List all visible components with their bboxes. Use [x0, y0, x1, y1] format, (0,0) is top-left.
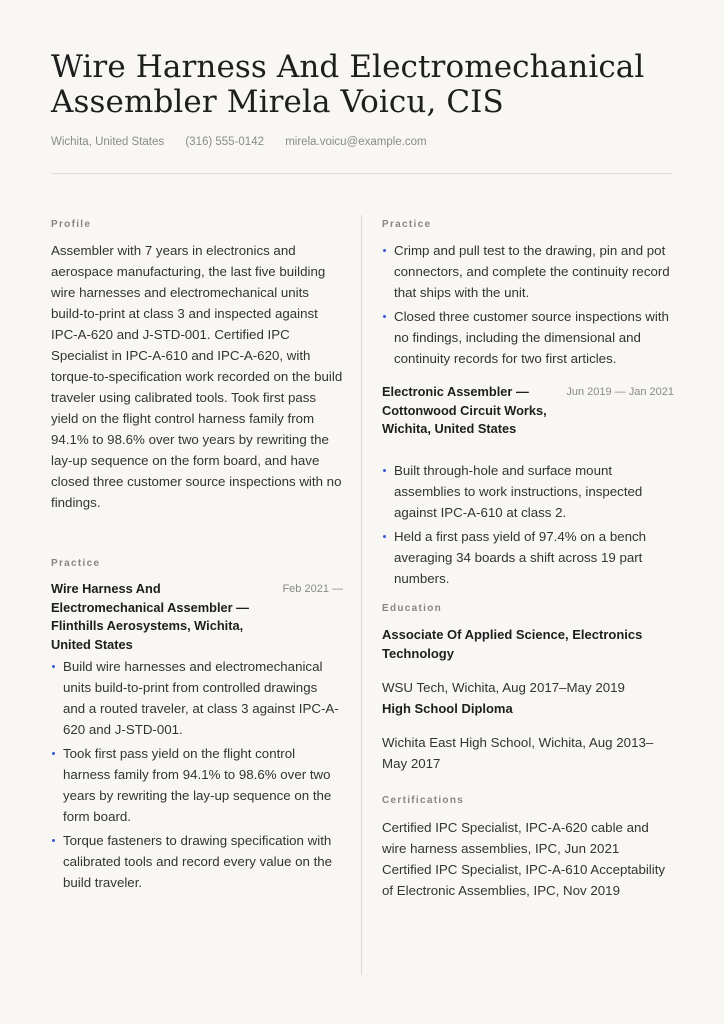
job-bullets-cottonwood — [382, 460, 674, 592]
education-detail: Wichita East High School, Wichita, Aug 2013–May 2017 — [382, 735, 654, 771]
list-item: Closed three customer source inspections with no findings, including the dimensional and continuity records for two first articles. — [382, 306, 674, 369]
contact-location: Wichita, United States — [51, 136, 165, 148]
contact-phone: (316) 555-0142 — [185, 136, 264, 148]
education-degree: Associate Of Applied Science, Electronics Technology — [382, 627, 643, 661]
list-item: Held a first pass yield of 97.4% on a bench averaging 34 boards a shift across 19 part numbers. — [382, 526, 674, 589]
resume-name-title: Wire Harness And Electromechanical Assembler Mirela Voicu, CIS — [51, 49, 645, 120]
job-date-flinthills: Feb 2021 — — [282, 583, 343, 595]
education-detail: WSU Tech, Wichita, Aug 2017–May 2019 — [382, 680, 625, 695]
contact-email[interactable]: mirela.voicu@example.com — [285, 136, 427, 148]
column-divider — [361, 215, 362, 975]
certification-item: Certified IPC Specialist, IPC-A-610 Acceptability of Electronic Assemblies, IPC, Nov 2019 — [382, 862, 666, 898]
education-heading: Education — [382, 603, 443, 614]
list-item: Took first pass yield on the flight control harness family from 94.1% to 98.6% over two years by rewriting the lay-up sequence on the form board. — [51, 743, 343, 827]
contact-line — [51, 136, 445, 148]
list-item: Build wire harnesses and electromechanical units build-to-print from controlled drawings and a routed traveler, at class 3 against IPC-A-620 and J-STD-001. — [51, 656, 343, 740]
profile-text: Assembler with 7 years in electronics and aerospace manufacturing, the last five building wire harnesses and electromechanical units build-to-print at class 3 and inspected against IPC-A-620 and J-STD-001. Certified IPC Specialist in IPC-A-610 and IPC-A-620, with torque-to-specification work recorded on the build traveler using calibrated tools. Took first pass yield on the flight control harness family from 94.1% to 98.6% over two years by rewriting the lay-up sequence on the form board, and have closed three customer source inspections with no findings. — [51, 243, 343, 510]
practice-continued-bullets — [382, 240, 674, 372]
job-title-flinthills: Wire Harness And Electromechanical Assembler — Flinthills Aerosystems, Wichita, United States — [51, 581, 249, 652]
profile-heading: Profile — [51, 219, 92, 230]
header-divider — [51, 173, 673, 174]
certification-item: Certified IPC Specialist, IPC-A-620 cable and wire harness assemblies, IPC, Jun 2021 — [382, 820, 649, 856]
education-degree: High School Diploma — [382, 701, 513, 716]
certifications-heading: Certifications — [382, 795, 465, 806]
job-title-cottonwood: Electronic Assembler — Cottonwood Circuit Works, Wichita, United States — [382, 384, 547, 436]
list-item: Torque fasteners to drawing specification with calibrated tools and record every value on the build traveler. — [51, 830, 343, 893]
practice-heading-left: Practice — [51, 558, 101, 569]
list-item: Built through-hole and surface mount assemblies to work instructions, inspected against IPC-A-610 at class 2. — [382, 460, 674, 523]
job-bullets-flinthills — [51, 656, 343, 896]
list-item: Crimp and pull test to the drawing, pin and pot connectors, and complete the continuity record that ships with the unit. — [382, 240, 674, 303]
practice-heading-right: Practice — [382, 219, 432, 230]
job-date-cottonwood: Jun 2019 — Jan 2021 — [566, 386, 674, 398]
